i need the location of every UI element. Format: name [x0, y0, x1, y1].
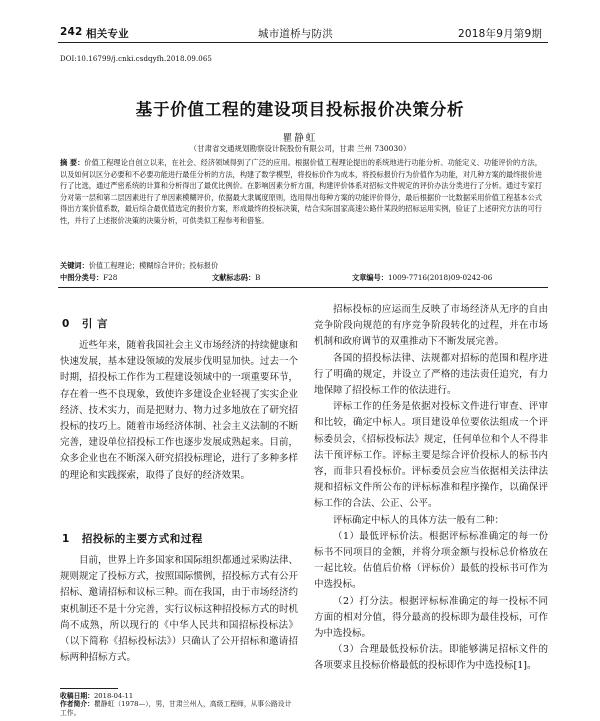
- keywords-text: 价值工程理论；模糊综合评价；投标报价: [88, 261, 219, 270]
- author-bio: 作者简介：瞿静虹（1978—），男，甘肃兰州人，高级工程师，从事公路设计工作。: [60, 700, 292, 717]
- keywords: [60, 261, 542, 271]
- left-column-section1: [60, 553, 298, 666]
- section-0-heading: 0 引 言: [62, 318, 108, 330]
- clc-number: 中图分类号：F28: [60, 273, 118, 282]
- journal-name: 城市道桥与防洪: [258, 28, 333, 40]
- header-rule: [58, 42, 548, 43]
- left-column-intro: [60, 338, 298, 484]
- paragraph: 近些年来，随着我国社会主义市场经济的持续健康和快速发展，基本建设领域的发展步伐明显加快。过去一个时期，招投标工作作为工程建设领域中的一项重要环节，存在着一些不良现象，致使许多建设企业轻视了实实企业经济、技术实力，而是把财力、物力过多地放在了研究招投标的技巧上。随着市场经济体制、社会主义法制的不断完善，建设单位招投标工作也逐步发展成熟起来。目前，众多企业也在不断深入研究招投标理论，进行了多种多样的理论和实践探索，取得了良好的经济效果。: [60, 340, 298, 481]
- page-number: 242: [60, 26, 83, 38]
- header-section: 相关专业: [86, 28, 129, 40]
- paragraph: 招标投标的应运而生反映了市场经济从无序的自由竞争阶段向规范的有序竞争阶段转化的过程，并在市场机制和政府调节的双重推动下不断发展完善。: [314, 304, 548, 348]
- abstract: [60, 157, 542, 227]
- keywords-label: 关键词：: [60, 261, 89, 270]
- affiliation: （甘肃省交通规划勘察设计院股份有限公司，甘肃 兰州 730030）: [189, 144, 411, 153]
- paragraph: 各国的招投标法律、法规都对招标的范围和程序进行了明确的规定，并设立了严格的违法责任追究，有力地保障了招投标工作的依法进行。: [314, 352, 548, 397]
- abstract-text: 价值工程理论自创立以来，在社会、经济领域得到了广泛的应用。根据价值工程理论提出的系统地进行功能分析、功能定义、功能评价的方法，以及如何以区分必要和不必要功能进行最佳分析的方法，构建了数学模型，将投标价作为成本，将投标报价行为价值作为功能，对几种方案的最终报价进行了比选，通过严密系统的计算和分析得出了最优比例价。在影响因素分析方面，构建评价体系对招标文件规定的评价办法分类进行了分析。通过专家打分对第一层和第二层因素进行了单因素模糊评价，依据最大隶属度原则，选用得出每种方案的功能评价得分，最后根据价一比数据采用价值工程基本公式得出方案价值系数，最后综合最优值选定的报价方案，形成最终的投标决策，结合实际国家高速公路什某段的招标运用实例，验证了上述研究方法的可行性，并行了上述报价决策的决策分析，可供类似工程参考和借鉴。: [60, 158, 542, 225]
- footnote-rule: [60, 688, 118, 689]
- paragraph: （1）最低评标价法。根据评标标准确定的每一份标书不同项目的金额，并将分项金额与投标总价格放在一起比较。估值后价格（评标价）最低的投标书可作为中选投标。: [314, 530, 548, 591]
- paragraph: 评标工作的任务是依据对投标文件进行审查、评审和比较，确定中标人。项目建设单位要依法组成一个评标委员会，《招标投标法》规定，任何单位和个人不得非法干预评标工作。评标主要是综合评价投标人的标书内容，而非只看投标价。评标委员会应当依据相关法律法规和招标文件所公布的评标标准和程序操作，以确保评标工作的合法、公正、公平。: [314, 401, 548, 510]
- section-1-heading: 1 招投标的主要方式和过程: [62, 533, 203, 545]
- paragraph: （2）打分法。根据评标标准确定的每一投标不同方面的相对分值，得分最高的投标即为最佳投标，可作为中选投标。: [314, 595, 548, 640]
- paragraph: 评标确定中标人的具体方法一般有二种：: [333, 514, 505, 526]
- article-number: 文章编号：1009-7716(2018)09-0242-06: [352, 273, 493, 282]
- abstract-rule: [58, 287, 548, 288]
- paper-title: 基于价值工程的建设项目投标报价决策分析: [135, 100, 465, 119]
- author: 瞿静虹: [282, 133, 318, 144]
- paragraph: （3）合理最低投标价法。即能够满足招标文件的各项要求且投标价格最低的投标即作为中选投标[1]。: [314, 644, 548, 672]
- issue-info: 2018年9月第9期: [458, 28, 543, 40]
- received-date: 收稿日期：2018-04-11: [60, 692, 134, 700]
- doi: DOI:10.16799/j.cnki.csdqyfh.2018.09.065: [60, 55, 212, 63]
- footnote: [60, 692, 298, 717]
- document-code: 文献标志码：B: [212, 273, 261, 282]
- paragraph: 目前，世界上许多国家和国际组织都通过采购法律、规则规定了投标方式，按照国际惯例，招投标方式有公开招标、邀请招标和议标三种。而在我国，由于市场经济约束机制还不是十分完善，实行议标这种招投标方式的时机尚不成熟，所以现行的《中华人民共和国招标投标法》（以下简称《招标投标法》）只确认了公开招标和邀请招标两种招标方式。: [60, 555, 298, 664]
- abstract-label: 摘 要：: [60, 158, 85, 167]
- right-column: [314, 302, 548, 675]
